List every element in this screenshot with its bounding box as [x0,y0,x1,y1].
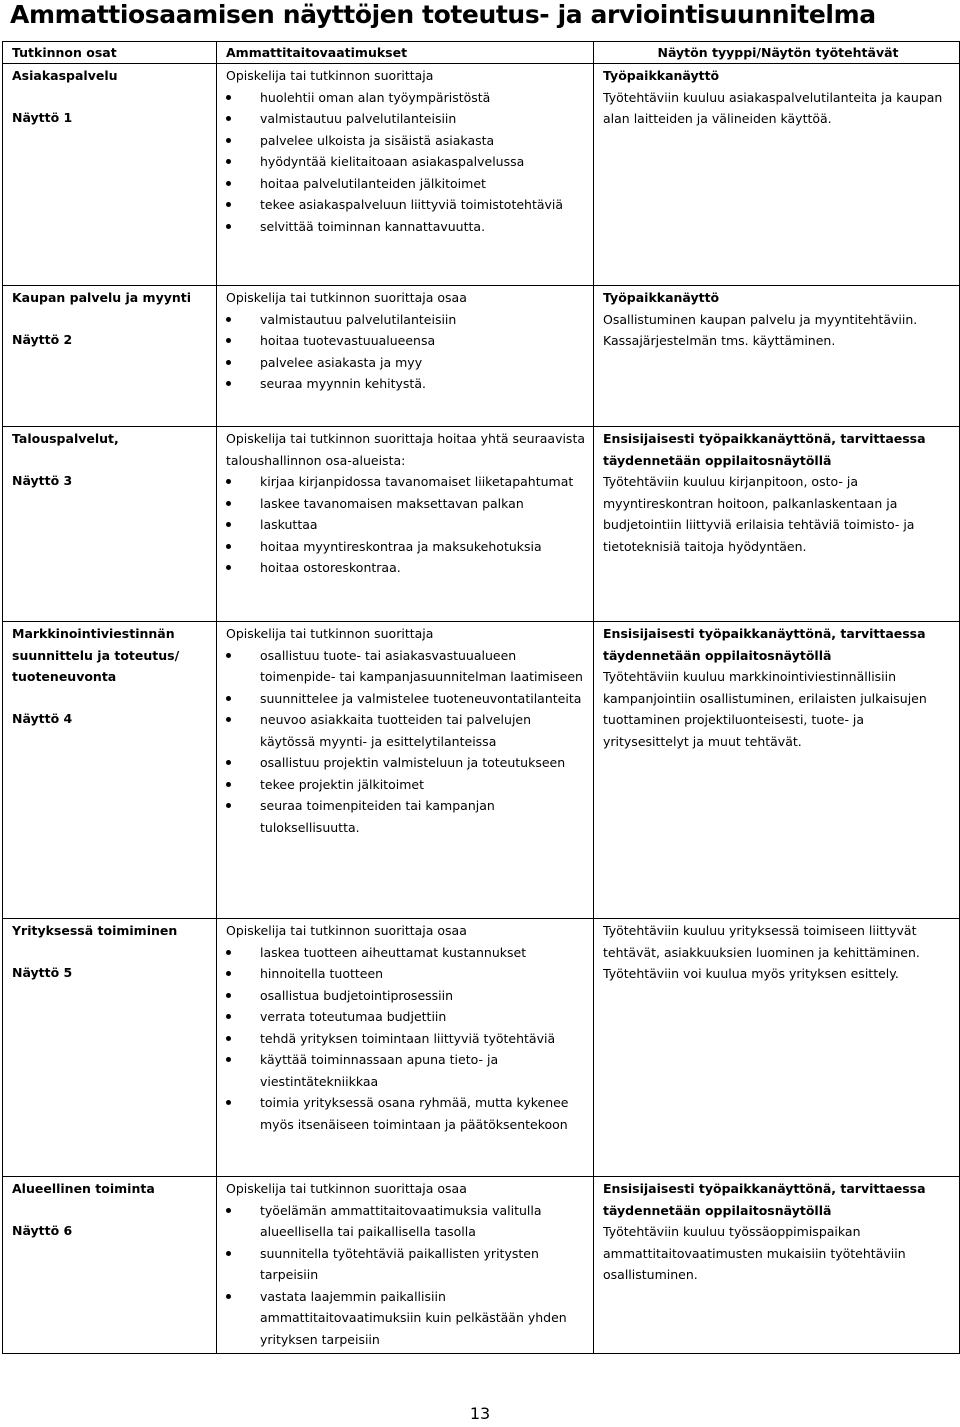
table-header-row [3,42,960,64]
demonstration-type-cell [594,64,960,286]
header-tutkinnon-osat: Tutkinnon osat [3,42,217,64]
requirement-item: tekee projektin jälkitoimet [226,774,587,796]
page-number: 13 [469,1404,491,1423]
requirement-item: hinnoitella tuotteen [226,963,587,985]
requirement-item: palvelee asiakasta ja myy [226,352,587,374]
unit-name: Markkinointiviestinnän suunnittelu ja toteutus/ tuoteneuvonta [12,626,180,684]
requirement-item: hyödyntää kielitaitoaan asiakaspalvelussa [226,151,587,173]
demonstration-tasks: Osallistuminen kaupan palvelu ja myyntitehtäviin. Kassajärjestelmän tms. käyttäminen. [603,311,918,348]
requirement-item: selvittää toiminnan kannattavuutta. [226,216,587,238]
requirement-item: osallistuu projektin valmisteluun ja toteutukseen [226,752,587,774]
demonstration-number: Näyttö 4 [12,710,73,726]
demonstration-type-extra: täydennetään oppilaitosnäytöllä [603,647,832,663]
requirement-item: seuraa myynnin kehitystä. [226,373,587,395]
requirements-cell [217,1177,594,1354]
requirements-cell [217,622,594,919]
requirement-item: neuvoo asiakkaita tuotteiden tai palvelujen käytössä myynti- ja esittelytilanteissa [226,709,587,752]
requirement-item: toimia yrityksessä osana ryhmää, mutta kykenee myös itsenäiseen toimintaan ja päätöksentekoon [226,1092,587,1135]
table-row [3,64,960,286]
requirement-item: suunnittelee ja valmistelee tuoteneuvontatilanteita [226,688,587,710]
requirements-intro: Opiskelija tai tutkinnon suorittaja [226,626,434,641]
requirements-cell [217,427,594,622]
requirement-item: vastata laajemmin paikallisiin ammattitaitovaatimuksiin kuin pelkästään yhden yrityksen tarpeisiin [226,1286,587,1351]
requirement-item: valmistautuu palvelutilanteisiin [226,309,587,331]
table-row [3,1177,960,1354]
demonstration-type: Ensisijaisesti työpaikkanäyttönä, tarvittaessa [603,431,926,446]
requirements-list [226,1200,587,1351]
requirement-item: hoitaa ostoreskontraa. [226,557,587,579]
requirements-intro: Opiskelija tai tutkinnon suorittaja osaa [226,923,467,938]
demonstration-type: Ensisijaisesti työpaikkanäyttönä, tarvittaessa [603,1181,926,1196]
table-row [3,427,960,622]
requirements-list [226,471,587,579]
unit-cell [3,1177,217,1354]
header-ammattitaitovaatimukset: Ammattitaitovaatimukset [217,42,594,64]
demonstration-number: Näyttö 2 [12,331,73,347]
requirements-cell [217,919,594,1177]
requirement-item: hoitaa palvelutilanteiden jälkitoimet [226,173,587,195]
demonstration-tasks: Työtehtäviin kuuluu yrityksessä toimiseen liittyvät tehtävät, asiakkuuksien luominen ja kehittäminen. Työtehtäviin voi kuulua myös yrityksen esittely. [603,923,920,981]
unit-name: Kaupan palvelu ja myynti [12,290,192,305]
requirements-cell [217,286,594,427]
requirement-item: osallistua budjetointiprosessiin [226,985,587,1007]
demonstration-number: Näyttö 1 [12,109,73,125]
unit-cell [3,919,217,1177]
demonstration-tasks: Työtehtäviin kuuluu työssäoppimispaikan ammattitaitovaatimusten mukaisiin työtehtäviin osallistuminen. [603,1224,906,1282]
requirement-item: palvelee ulkoista ja sisäistä asiakasta [226,130,587,152]
demonstration-type-extra: täydennetään oppilaitosnäytöllä [603,452,832,468]
unit-cell [3,64,217,286]
requirement-item: osallistuu tuote- tai asiakasvastuualueen toimenpide- tai kampanjasuunnitelman laatimiseen [226,645,587,688]
requirement-item: hoitaa tuotevastuualueensa [226,330,587,352]
requirement-item: tekee asiakaspalveluun liittyviä toimistotehtäviä [226,194,587,216]
unit-cell [3,286,217,427]
table-row [3,286,960,427]
requirements-list [226,645,587,839]
requirement-item: hoitaa myyntireskontraa ja maksukehotuksia [226,536,587,558]
requirements-list [226,309,587,395]
demonstration-type-cell [594,427,960,622]
requirements-list [226,87,587,238]
table-row [3,919,960,1177]
unit-name: Talouspalvelut, [12,431,119,446]
requirement-item: työelämän ammattitaitovaatimuksia valitulla alueellisella tai paikallisella tasolla [226,1200,587,1243]
requirements-intro: Opiskelija tai tutkinnon suorittaja hoitaa yhtä seuraavista taloushallinnon osa-alueista: [226,431,586,468]
requirement-item: kirjaa kirjanpidossa tavanomaiset liiketapahtumat [226,471,587,493]
demonstration-number: Näyttö 6 [12,1222,73,1238]
requirement-item: seuraa toimenpiteiden tai kampanjan tuloksellisuutta. [226,795,587,838]
requirements-intro: Opiskelija tai tutkinnon suorittaja osaa [226,290,467,305]
header-nayton-tyyppi: Näytön tyyppi/Näytön työtehtävät [594,42,960,64]
demonstration-type-extra: täydennetään oppilaitosnäytöllä [603,1202,832,1218]
requirements-cell [217,64,594,286]
requirement-item: valmistautuu palvelutilanteisiin [226,108,587,130]
requirement-item: laskee tavanomaisen maksettavan palkan [226,493,587,515]
demonstration-tasks: Työtehtäviin kuuluu markkinointiviestinnällisiin kampanjointiin osallistuminen, erilaisten julkaisujen tuottaminen projektiluonteisesti, tuote- ja yritysesittelyt ja muut tehtävät. [603,669,927,749]
requirements-intro: Opiskelija tai tutkinnon suorittaja [226,68,434,83]
unit-name: Yrityksessä toimiminen [12,923,178,938]
demonstration-type-cell [594,1177,960,1354]
unit-name: Asiakaspalvelu [12,68,118,83]
requirement-item: huolehtii oman alan työympäristöstä [226,87,587,109]
demonstration-type-cell [594,919,960,1177]
requirement-item: suunnitella työtehtäviä paikallisten yritysten tarpeisiin [226,1243,587,1286]
demonstration-tasks: Työtehtäviin kuuluu asiakaspalvelutilanteita ja kaupan alan laitteiden ja välineiden käyttöä. [603,89,943,126]
table-row [3,622,960,919]
requirement-item: laskuttaa [226,514,587,536]
demonstration-type: Ensisijaisesti työpaikkanäyttönä, tarvittaessa [603,626,926,641]
demonstration-number: Näyttö 5 [12,964,73,980]
demonstration-number: Näyttö 3 [12,472,73,488]
demonstration-type-cell [594,622,960,919]
assessment-plan-table [2,41,960,1354]
unit-cell [3,427,217,622]
demonstration-tasks: Työtehtäviin kuuluu kirjanpitoon, osto- ja myyntireskontran hoitoon, palkanlaskentaan ja budjetointiin liittyviä erilaisia tehtäviä toimisto- ja tietoteknisiä taitoja hyödyntäen. [603,474,915,554]
demonstration-type-cell [594,286,960,427]
unit-name: Alueellinen toiminta [12,1181,155,1196]
requirements-intro: Opiskelija tai tutkinnon suorittaja osaa [226,1181,467,1196]
requirement-item: verrata toteutumaa budjettiin [226,1006,587,1028]
demonstration-type: Työpaikkanäyttö [603,68,720,83]
requirement-item: käyttää toiminnassaan apuna tieto- ja viestintätekniikkaa [226,1049,587,1092]
document-title: Ammattiosaamisen näyttöjen toteutus- ja arviointisuunnitelma [10,0,876,29]
unit-cell [3,622,217,919]
demonstration-type: Työpaikkanäyttö [603,290,720,305]
requirements-list [226,942,587,1136]
requirement-item: laskea tuotteen aiheuttamat kustannukset [226,942,587,964]
requirement-item: tehdä yrityksen toimintaan liittyviä työtehtäviä [226,1028,587,1050]
